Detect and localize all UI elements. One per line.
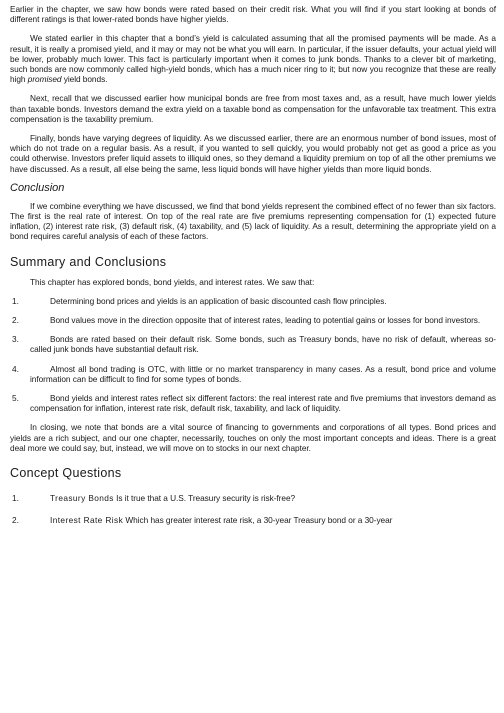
item-number: 1. xyxy=(12,295,19,306)
concept-questions-heading: Concept Questions xyxy=(10,466,122,481)
question-title: Treasury Bonds xyxy=(50,493,114,504)
conclusion-paragraph: If we combine everything we have discussed, we find that bond yields represent the combined effect of no fewer than six factors. The first is the real rate of interest. On top of the real rate are five premiums representing compensation for (1) expected future inflation, (2) interest rate risk, (3) default risk, (4) taxability, and (5) lack of liquidity. As a result, determining the appropriate yield on a bond requires careful analysis of each of these factors. xyxy=(10,200,496,242)
question-body: Is it true that a U.S. Treasury security is risk-free? xyxy=(113,493,296,504)
promised-yield-paragraph xyxy=(10,33,496,84)
liquidity-paragraph: Finally, bonds have varying degrees of liquidity. As we discussed earlier, there are an enormous number of bond issues, most of which do not trade on a regular basis. As a result, if you wanted to sell quickly, you would probably not get as good a price as you could otherwise. Investors prefer liquid assets to illiquid ones, so they demand a liquidity premium on top of all the other premiums we have discussed. As a result, all else being the same, less liquid bonds will have higher yields than more liquid bonds. xyxy=(10,133,496,174)
item-text: Bond yields and interest rates reflect six different factors: the real interest rate and five premiums that investors demand as compensation for inflation, interest rate risk, default risk, taxability, and lack of liquidity. xyxy=(30,393,496,414)
item-number: 5. xyxy=(12,393,19,404)
taxability-paragraph: Next, recall that we discussed earlier how municipal bonds are free from most taxes and, as a result, have much lower yields than taxable bonds. Investors demand the extra yield on a taxable bond as compensation for the unfavorable tax treatment. This extra compensation is the taxability premium. xyxy=(10,93,496,124)
list-item xyxy=(10,364,496,384)
item-number: 3. xyxy=(12,334,19,345)
list-item xyxy=(10,296,496,306)
item-number: 1. xyxy=(12,493,19,504)
summary-list xyxy=(10,296,496,414)
summary-heading: Summary and Conclusions xyxy=(10,254,167,269)
list-item xyxy=(10,393,496,413)
item-number: 2. xyxy=(12,515,19,526)
question-body: Which has greater interest rate risk, a 30-year Treasury bond or a 30-year xyxy=(123,515,393,526)
question-text xyxy=(30,493,496,503)
intro-paragraph: Earlier in the chapter, we saw how bonds were rated based on their credit risk. What you will find if you start looking at bonds of different ratings is that lower-rated bonds have higher yields. xyxy=(10,4,496,25)
summary-lead: This chapter has explored bonds, bond yields, and interest rates. We saw that: xyxy=(30,276,315,287)
item-text: Determining bond prices and yields is an application of basic discounted cash flow principles. xyxy=(50,295,387,306)
question-text xyxy=(30,515,496,525)
item-text: Almost all bond trading is OTC, with little or no market transparency in many cases. As a result, bond price and volume information can be difficult to find for some types of bonds. xyxy=(30,363,496,384)
list-item xyxy=(10,515,496,525)
list-item xyxy=(10,493,496,503)
concept-questions-list xyxy=(10,493,496,525)
question-title: Interest Rate Risk xyxy=(50,515,124,526)
promised-yield-text: We stated earlier in this chapter that a bond’s yield is calculated assuming that all the promised payments will be made. As a result, it is really a promised yield, and it may or may not be what you will earn. In particular, if the issuer defaults, your actual yield will be lower, probably much lower. This fact is particularly important when it comes to junk bonds. Thanks to a clever bit of marketing, such bonds are now commonly called high-yield bonds, which has a much nicer ring to it; but now you recognize that these are really high xyxy=(10,33,496,85)
item-number: 2. xyxy=(12,315,19,326)
list-item xyxy=(10,315,496,325)
closing-paragraph: In closing, we note that bonds are a vital source of financing to governments and corporations of all types. Bond prices and yields are a rich subject, and our one chapter, necessarily, touches on only the most important concepts and ideas. There is a great deal more we could say, but, instead, we will move on to stocks in our next chapter. xyxy=(10,422,496,453)
promised-emphasis: promised xyxy=(27,74,62,85)
conclusion-heading: Conclusion xyxy=(10,181,65,194)
item-text: Bond values move in the direction opposite that of interest rates, leading to potential gains or losses for bond investors. xyxy=(50,315,481,326)
item-number: 4. xyxy=(12,363,19,374)
promised-yield-tail: yield bonds. xyxy=(61,74,108,85)
document-page xyxy=(10,4,496,526)
list-item xyxy=(10,334,496,354)
item-text: Bonds are rated based on their default risk. Some bonds, such as Treasury bonds, have no risk of default, whereas so-called junk bonds have substantial default risk. xyxy=(30,334,496,355)
